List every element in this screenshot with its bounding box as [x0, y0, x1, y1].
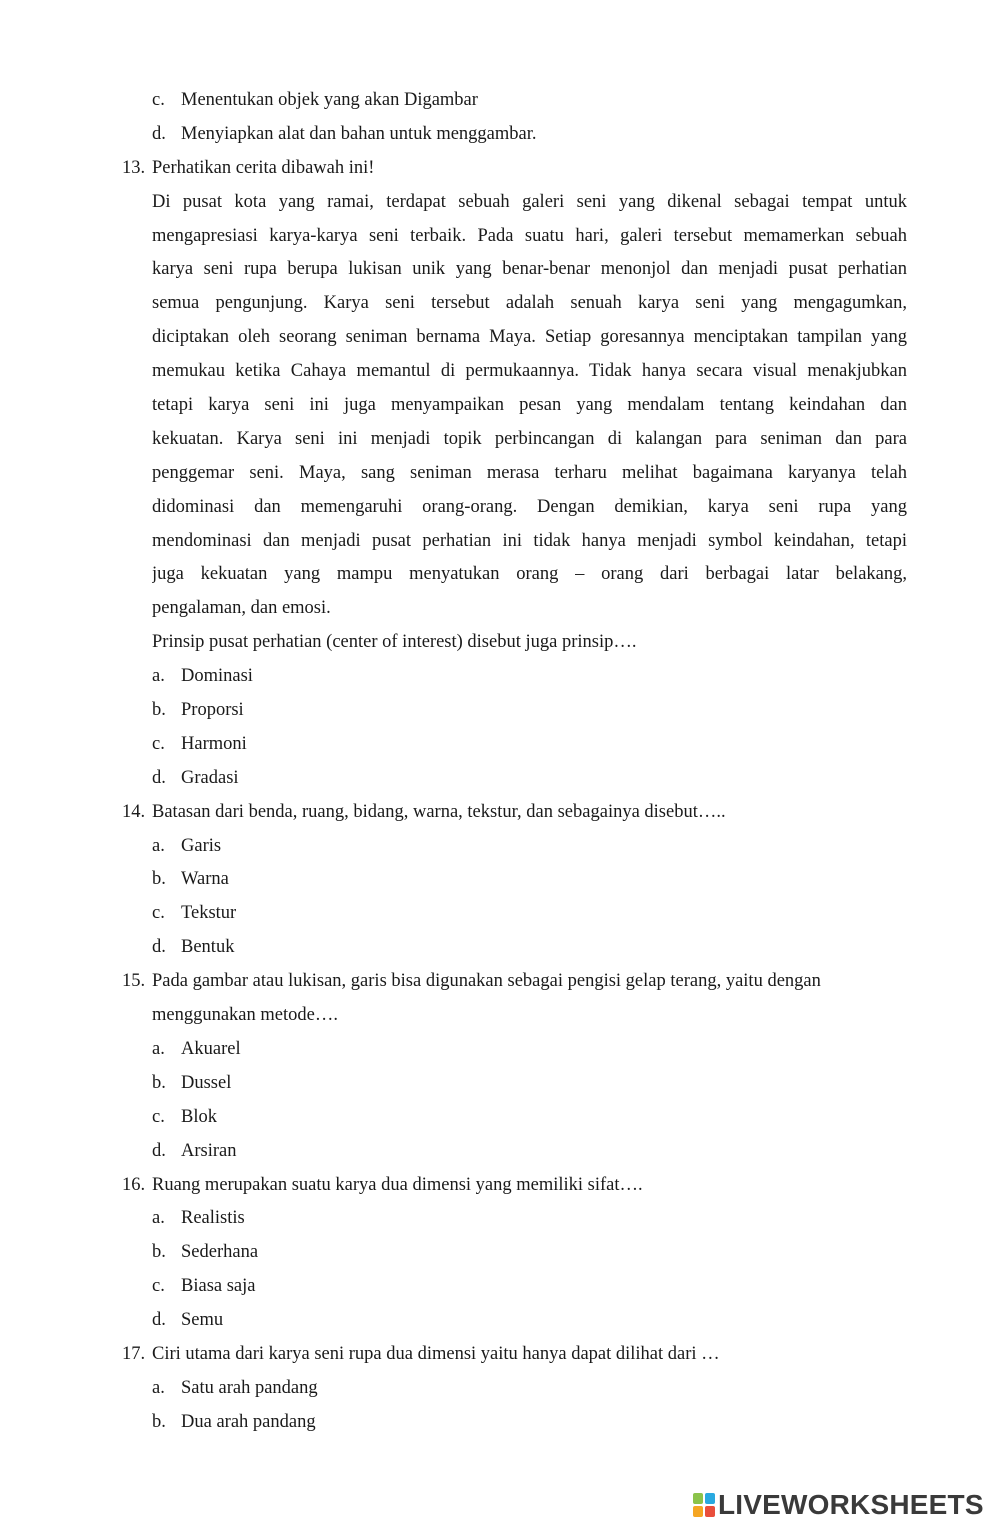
logo-tile-blue — [705, 1493, 715, 1504]
option-text: Dua arah pandang — [181, 1411, 316, 1432]
logo-tile-green — [693, 1493, 703, 1504]
option-label: d. — [152, 1140, 166, 1161]
question-16-stem — [0, 1169, 1000, 1203]
story-line: mendominasi dan menjadi pusat perhatian ini tidak hanya menjadi symbol keindahan, tetapi — [152, 530, 907, 551]
option-12-d[interactable] — [0, 118, 1000, 152]
logo-tile-red — [705, 1506, 715, 1517]
option-15-a[interactable] — [0, 1033, 1000, 1067]
option-label: d. — [152, 123, 166, 144]
option-16-a[interactable] — [0, 1202, 1000, 1236]
liveworksheets-logo-text: LIVEWORKSHEETS — [718, 1489, 984, 1520]
question-15-stem-cont: menggunakan metode…. — [152, 1005, 338, 1026]
question-17-stem — [0, 1338, 1000, 1372]
question-number: 17. — [122, 1343, 146, 1364]
option-label: a. — [152, 835, 165, 856]
question-text: Batasan dari benda, ruang, bidang, warna, tekstur, dan sebagainya disebut….. — [152, 801, 726, 822]
question-13 — [0, 152, 1000, 796]
option-label: b. — [152, 1072, 166, 1093]
question-text: Pada gambar atau lukisan, garis bisa digunakan sebagai pengisi gelap terang, yaitu dengan — [152, 971, 821, 992]
option-text: Menentukan objek yang akan Digambar — [181, 90, 478, 110]
story-line-last: pengalaman, dan emosi. — [152, 598, 331, 619]
option-text: Warna — [181, 869, 229, 890]
question-text: Ruang merupakan suatu karya dua dimensi yang memiliki sifat…. — [152, 1174, 643, 1195]
option-17-a[interactable] — [0, 1372, 1000, 1406]
option-13-a[interactable] — [0, 660, 1000, 694]
option-text: Realistis — [181, 1208, 245, 1229]
story-line: tetapi karya seni ini juga menyampaikan pesan yang mendalam tentang keindahan dan — [152, 395, 907, 416]
option-13-c[interactable] — [0, 728, 1000, 762]
option-label: c. — [152, 903, 165, 924]
story-line: karya seni rupa berupa lukisan unik yang benar-benar menonjol dan menjadi pusat perhatian — [152, 259, 907, 280]
option-label: c. — [152, 733, 165, 754]
question-15 — [0, 965, 1000, 1168]
option-text: Gradasi — [181, 767, 239, 788]
question-16 — [0, 1169, 1000, 1338]
question-number: 13. — [122, 157, 146, 178]
story-line: semua pengunjung. Karya seni tersebut adalah senuah karya seni yang mengagumkan, — [152, 293, 907, 314]
story-passage — [0, 186, 1000, 627]
question-12-options — [0, 84, 1000, 152]
option-14-d[interactable] — [0, 931, 1000, 965]
option-15-b[interactable] — [0, 1067, 1000, 1101]
option-text: Garis — [181, 835, 222, 856]
option-text: Dussel — [181, 1072, 232, 1093]
option-15-d[interactable] — [0, 1135, 1000, 1169]
option-label: a. — [152, 1208, 165, 1229]
option-text: Bentuk — [181, 937, 235, 958]
question-13-prompt: Prinsip pusat perhatian (center of interest) disebut juga prinsip…. — [152, 632, 637, 653]
option-text: Menyiapkan alat dan bahan untuk menggambar. — [181, 123, 537, 144]
option-text: Proporsi — [181, 700, 244, 721]
option-14-a[interactable] — [0, 830, 1000, 864]
liveworksheets-logo — [693, 1487, 984, 1523]
option-17-b[interactable] — [0, 1406, 1000, 1440]
story-line: juga kekuatan yang mampu menyatukan orang – orang dari berbagai latar belakang, — [152, 564, 907, 585]
option-text: Tekstur — [181, 903, 237, 924]
story-line: didominasi dan memengaruhi orang-orang. Dengan demikian, karya seni rupa yang — [152, 496, 907, 517]
question-15-stem — [0, 965, 1000, 999]
option-text: Arsiran — [181, 1140, 237, 1161]
story-line: penggemar seni. Maya, sang seniman merasa terharu melihat bagaimana karyanya telah — [152, 462, 907, 483]
worksheet-page — [0, 84, 1000, 1440]
option-label: c. — [152, 90, 165, 110]
story-line: diciptakan oleh seorang seniman bernama Maya. Setiap goresannya menciptakan tampilan yang — [152, 327, 907, 348]
option-label: b. — [152, 869, 166, 890]
option-label: d. — [152, 937, 166, 958]
option-12-c[interactable] — [0, 84, 1000, 118]
option-label: a. — [152, 1377, 165, 1398]
option-text: Harmoni — [181, 733, 247, 754]
option-label: c. — [152, 1276, 165, 1297]
option-13-d[interactable] — [0, 762, 1000, 796]
option-14-c[interactable] — [0, 897, 1000, 931]
option-label: d. — [152, 1310, 166, 1331]
option-label: d. — [152, 767, 166, 788]
story-line: Di pusat kota yang ramai, terdapat sebuah galeri seni yang dikenal sebagai tempat untuk — [152, 191, 907, 212]
question-14 — [0, 796, 1000, 965]
story-line: memukau ketika Cahaya memantul di permukaannya. Tidak hanya secara visual menakjubkan — [152, 361, 907, 382]
story-line: kekuatan. Karya seni ini menjadi topik perbincangan di kalangan para seniman dan para — [152, 428, 907, 449]
option-14-b[interactable] — [0, 863, 1000, 897]
logo-tile-orange — [693, 1506, 703, 1517]
option-text: Semu — [181, 1310, 224, 1331]
option-text: Biasa saja — [181, 1276, 256, 1297]
option-13-b[interactable] — [0, 694, 1000, 728]
question-number: 16. — [122, 1174, 146, 1195]
option-label: a. — [152, 666, 165, 687]
option-15-c[interactable] — [0, 1101, 1000, 1135]
question-14-stem — [0, 796, 1000, 830]
option-label: b. — [152, 700, 166, 721]
option-text: Dominasi — [181, 666, 253, 687]
option-16-c[interactable] — [0, 1270, 1000, 1304]
option-16-b[interactable] — [0, 1236, 1000, 1270]
option-label: c. — [152, 1106, 165, 1127]
story-line: mengapresiasi karya-karya seni terbaik. Pada suatu hari, galeri tersebut memamerkan sebuah — [152, 225, 907, 246]
question-number: 14. — [122, 801, 146, 822]
option-label: b. — [152, 1242, 166, 1263]
question-text: Ciri utama dari karya seni rupa dua dimensi yaitu hanya dapat dilihat dari … — [152, 1343, 720, 1364]
option-label: b. — [152, 1411, 166, 1432]
question-17 — [0, 1338, 1000, 1440]
option-16-d[interactable] — [0, 1304, 1000, 1338]
option-label: a. — [152, 1038, 165, 1059]
option-text: Blok — [181, 1106, 217, 1127]
liveworksheets-logo-icon — [693, 1493, 715, 1517]
question-text: Perhatikan cerita dibawah ini! — [152, 157, 375, 178]
option-text: Sederhana — [181, 1242, 259, 1263]
question-13-stem — [0, 152, 1000, 186]
option-text: Akuarel — [181, 1038, 241, 1059]
option-text: Satu arah pandang — [181, 1377, 318, 1398]
question-number: 15. — [122, 971, 146, 992]
